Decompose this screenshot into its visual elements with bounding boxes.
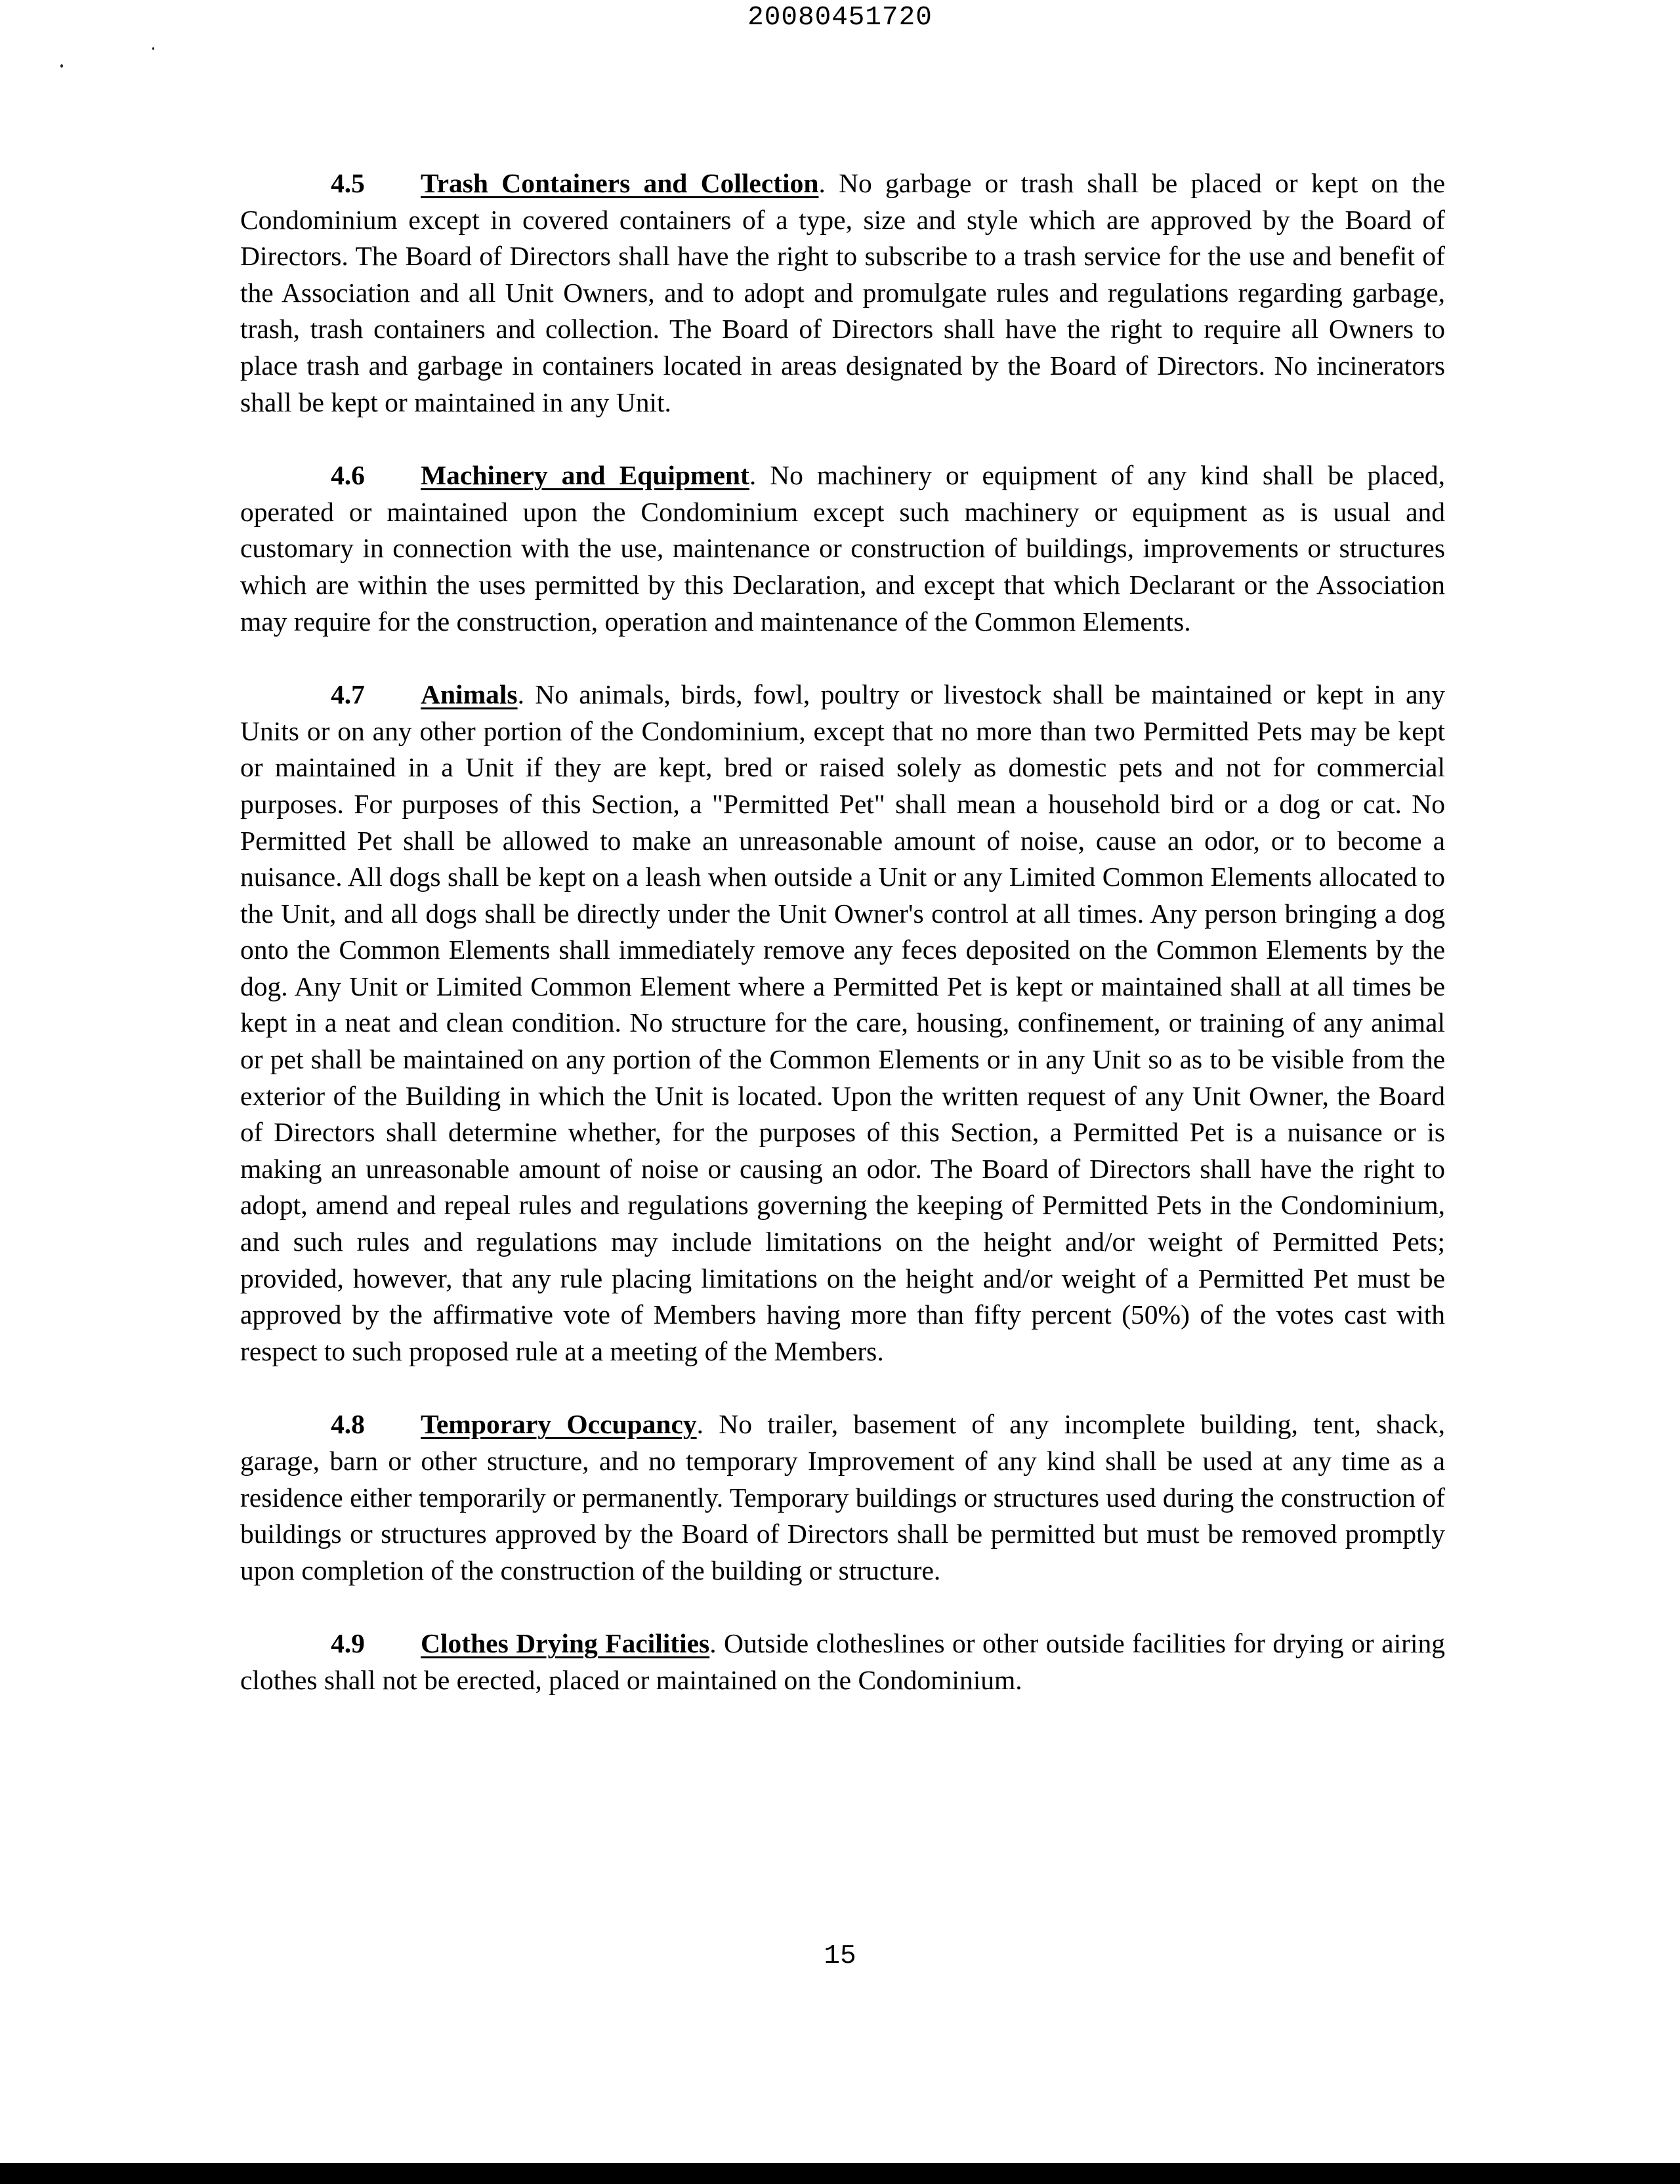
scan-speck <box>152 47 154 50</box>
section-4-7 <box>240 677 1445 1370</box>
scan-speck <box>60 64 63 68</box>
section-4-6 <box>240 457 1445 640</box>
section-number: 4.6 <box>331 460 365 491</box>
section-text: . Outside clotheslines or other outside facilities for drying or airing clothes shall not be erected, placed or maintained on the Condominium. <box>240 1628 1445 1695</box>
section-text: . No trailer, basement of any incomplete building, tent, shack, garage, barn or other structure, and no temporary Improvement of any kind shall be used at any time as a residence either temporarily or permanently. Temporary buildings or structures used during the construction of buildings or structures approved by the Board of Directors shall be permitted but must be removed promptly upon completion of the construction of the building or structure. <box>240 1409 1446 1586</box>
section-title: Temporary Occupancy <box>421 1409 697 1440</box>
section-text: . No animals, birds, fowl, poultry or livestock shall be maintained or kept in any Units or on any other portion of the Condominium, except that no more than two Permitted Pets may be kept or maintained in a Unit if they are kept, bred or raised solely as domestic pets and not for commercial purposes. For purposes of this Section, a "Permitted Pet" shall mean a household bird or a dog or cat. No Permitted Pet shall be allowed to make an unreasonable amount of noise, cause an odor, or to become a nuisance. All dogs shall be kept on a leash when outside a Unit or any Limited Common Elements allocated to the Unit, and all dogs shall be directly under the Unit Owner's control at all times. Any person bringing a dog onto the Common Elements shall immediately remove any feces deposited on the Common Elements by the dog. Any Unit or Limited Common Element where a Permitted Pet is kept or maintained shall at all times be kept in a neat and clean condition. No structure for the care, housing, confinement, or training of any animal or pet shall be maintained on any portion of the Common Elements or in any Unit so as to be visible from the exterior of the Building in which the Unit is located. Upon the written request of any Unit Owner, the Board of Directors shall determine whether, for the purposes of this Section, a Permitted Pet is a nuisance or is making an unreasonable amount of noise or causing an odor. The Board of Directors shall have the right to adopt, amend and repeal rules and regulations governing the keeping of Permitted Pets in the Condominium, and such rules and regulations may include limitations on the height and/or weight of Permitted Pets; provided, however, that any rule placing limitations on the height and/or weight of a Permitted Pet must be approved by the affirmative vote of Members having more than fifty percent (50%) of the votes cast with respect to such proposed rule at a meeting of the Members. <box>240 679 1445 1366</box>
section-number: 4.7 <box>331 679 365 710</box>
scan-border <box>0 2163 1680 2184</box>
section-title: Machinery and Equipment <box>421 460 749 491</box>
section-number: 4.9 <box>331 1628 365 1659</box>
section-text: . No garbage or trash shall be placed or kept on the Condominium except in covered containers of a type, size and style which are approved by the Board of Directors. The Board of Directors shall have the right to subscribe to a trash service for the use and benefit of the Association and all Unit Owners, and to adopt and promulgate rules and regulations regarding garbage, trash, trash containers and collection. The Board of Directors shall have the right to require all Owners to place trash and garbage in containers located in areas designated by the Board of Directors. No incinerators shall be kept or maintained in any Unit. <box>240 168 1445 417</box>
section-title: Trash Containers and Collection <box>421 168 819 198</box>
section-title: Clothes Drying Facilities <box>421 1628 710 1659</box>
document-number: 20080451720 <box>747 3 933 33</box>
section-number: 4.5 <box>331 168 365 198</box>
section-4-9 <box>240 1626 1445 1698</box>
page-number: 15 <box>824 1941 856 1971</box>
section-4-5 <box>240 165 1445 421</box>
section-number: 4.8 <box>331 1409 365 1440</box>
section-text: . No machinery or equipment of any kind shall be placed, operated or maintained upon the Condominium except such machinery or equipment as is usual and customary in connection with the use, maintenance or construction of buildings, improvements or structures which are within the uses permitted by this Declaration, and except that which Declarant or the Association may require for the construction, operation and maintenance of the Common Elements. <box>240 460 1446 637</box>
section-4-8 <box>240 1406 1445 1589</box>
section-title: Animals <box>421 679 518 710</box>
document-body <box>240 165 1445 1736</box>
